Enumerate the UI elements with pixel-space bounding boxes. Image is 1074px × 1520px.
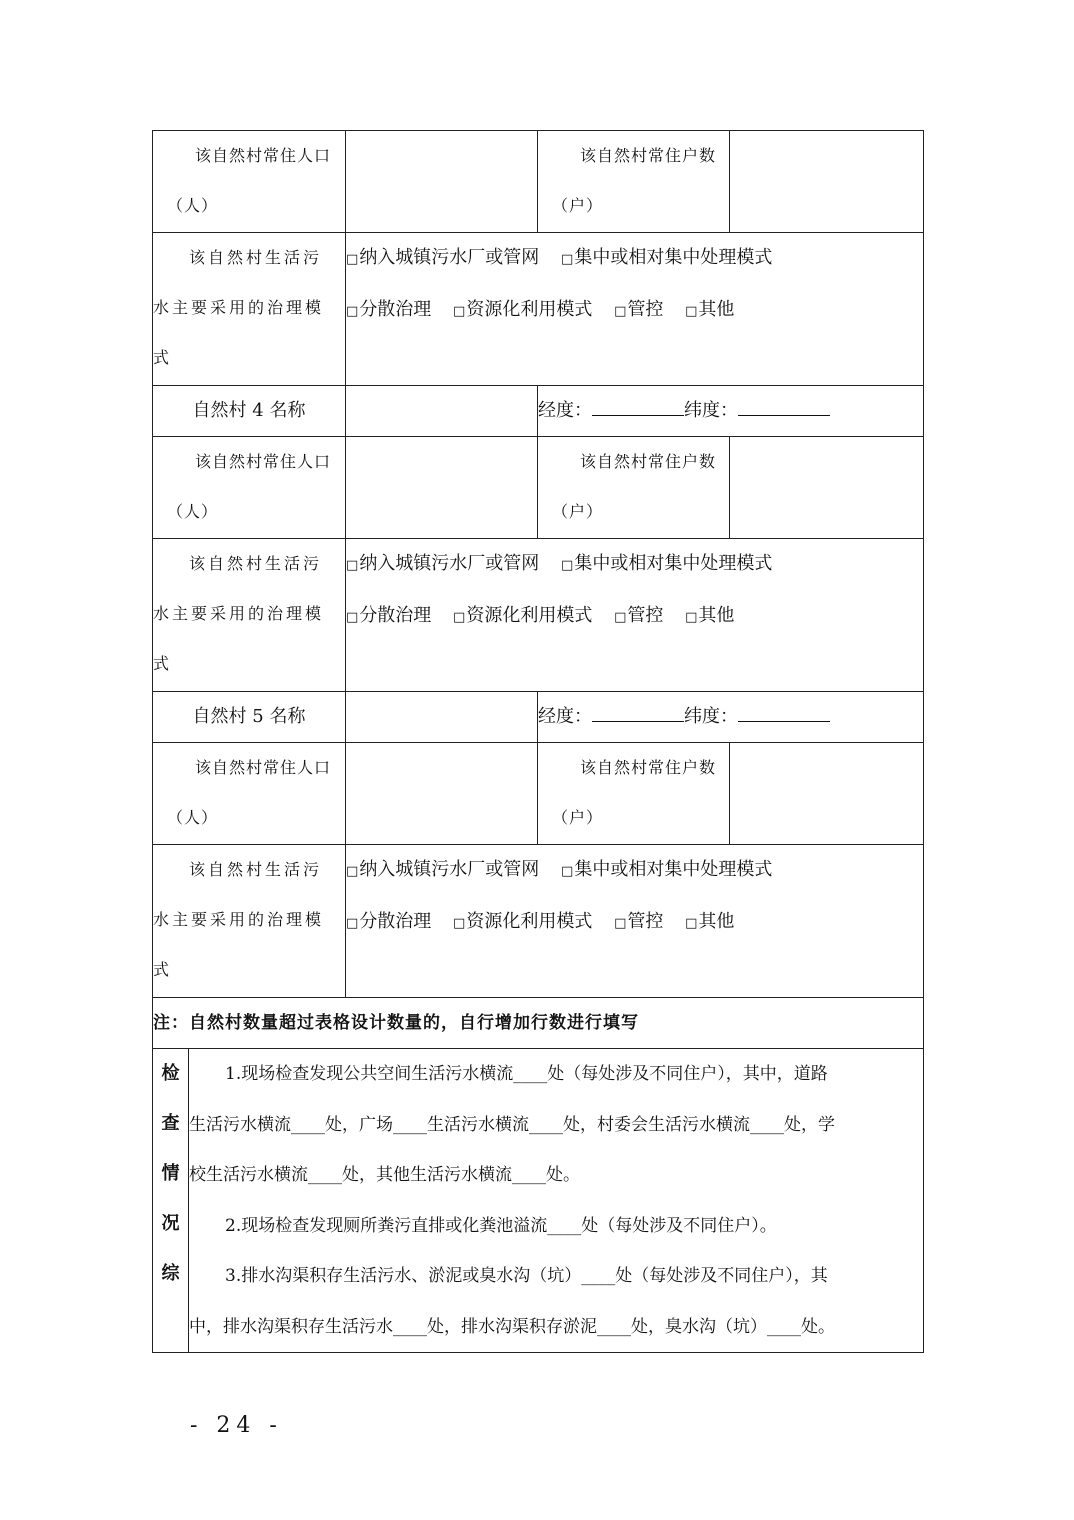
- households-label: 该自然村常住户数 （户）: [538, 743, 730, 845]
- sewage-mode-options: [346, 539, 924, 692]
- finding-3-cont: 中，排水沟渠积存生活污水____处，排水沟渠积存淤泥____处，臭水沟（坑）____处。: [189, 1316, 835, 1337]
- longitude-blank[interactable]: [592, 703, 684, 722]
- sewage-mode-label: 该自然村生活污 水主要采用的治理模 式: [153, 845, 346, 998]
- latitude-blank[interactable]: [738, 397, 830, 416]
- population-value-cell[interactable]: [346, 131, 538, 233]
- option-checkbox[interactable]: □分散治理: [346, 605, 432, 626]
- latitude-blank[interactable]: [738, 703, 830, 722]
- inspection-side-label: 检 查 情 况 综: [153, 1049, 189, 1353]
- option-checkbox[interactable]: □资源化利用模式: [453, 605, 593, 626]
- households-value-cell[interactable]: [730, 131, 924, 233]
- option-checkbox[interactable]: □其他: [685, 911, 735, 932]
- population-value-cell[interactable]: [346, 743, 538, 845]
- sewage-mode-options: [346, 845, 924, 998]
- option-checkbox[interactable]: □资源化利用模式: [453, 911, 593, 932]
- option-checkbox[interactable]: □纳入城镇污水厂或管网: [346, 553, 540, 574]
- households-value-cell[interactable]: [730, 743, 924, 845]
- sewage-mode-label: 该自然村生活污 水主要采用的治理模 式: [153, 233, 346, 386]
- sewage-mode-label: 该自然村生活污 水主要采用的治理模 式: [153, 539, 346, 692]
- households-label: 该自然村常住户数 （户）: [538, 437, 730, 539]
- option-checkbox[interactable]: □纳入城镇污水厂或管网: [346, 859, 540, 880]
- village4-name-label: 自然村 4 名称: [153, 386, 346, 437]
- population-label: 该自然村常住人口 （人）: [153, 437, 346, 539]
- longitude-blank[interactable]: [592, 397, 684, 416]
- households-label: 该自然村常住户数 （户）: [538, 131, 730, 233]
- population-value-cell[interactable]: [346, 437, 538, 539]
- option-checkbox[interactable]: □管控: [614, 605, 664, 626]
- option-checkbox[interactable]: □管控: [614, 911, 664, 932]
- table-note: 注：自然村数量超过表格设计数量的，自行增加行数进行填写: [153, 998, 924, 1049]
- option-checkbox[interactable]: □集中或相对集中处理模式: [561, 247, 773, 268]
- population-label: 该自然村常住人口 （人）: [153, 131, 346, 233]
- option-checkbox[interactable]: □集中或相对集中处理模式: [561, 859, 773, 880]
- option-checkbox[interactable]: □分散治理: [346, 911, 432, 932]
- option-checkbox[interactable]: □分散治理: [346, 299, 432, 320]
- finding-2: 2.现场检查发现厕所粪污直排或化粪池溢流____处（每处涉及不同住户）。: [225, 1215, 777, 1236]
- finding-1-cont: 校生活污水横流____处，其他生活污水横流____处。: [189, 1165, 580, 1185]
- finding-3: 3.排水沟渠积存生活污水、淤泥或臭水沟（坑）____处（每处涉及不同住户），其: [225, 1266, 828, 1286]
- inspection-findings: [189, 1049, 924, 1353]
- option-checkbox[interactable]: □纳入城镇污水厂或管网: [346, 247, 540, 268]
- population-label: 该自然村常住人口 （人）: [153, 743, 346, 845]
- village5-coordinates: 经度： 纬度：: [538, 692, 924, 743]
- village5-name-cell[interactable]: [346, 692, 538, 743]
- village4-coordinates: 经度： 纬度：: [538, 386, 924, 437]
- option-checkbox[interactable]: □管控: [614, 299, 664, 320]
- page-number: - 24 -: [190, 1413, 283, 1438]
- sewage-mode-options: [346, 233, 924, 386]
- village5-name-label: 自然村 5 名称: [153, 692, 346, 743]
- finding-1: 1.现场检查发现公共空间生活污水横流____处（每处涉及不同住户），其中，道路: [225, 1064, 828, 1084]
- option-checkbox[interactable]: □其他: [685, 605, 735, 626]
- option-checkbox[interactable]: □集中或相对集中处理模式: [561, 553, 773, 574]
- option-checkbox[interactable]: □资源化利用模式: [453, 299, 593, 320]
- option-checkbox[interactable]: □其他: [685, 299, 735, 320]
- survey-table: [152, 130, 924, 1353]
- households-value-cell[interactable]: [730, 437, 924, 539]
- village4-name-cell[interactable]: [346, 386, 538, 437]
- finding-1-cont: 生活污水横流____处，广场____生活污水横流____处，村委会生活污水横流____处，学: [189, 1114, 835, 1135]
